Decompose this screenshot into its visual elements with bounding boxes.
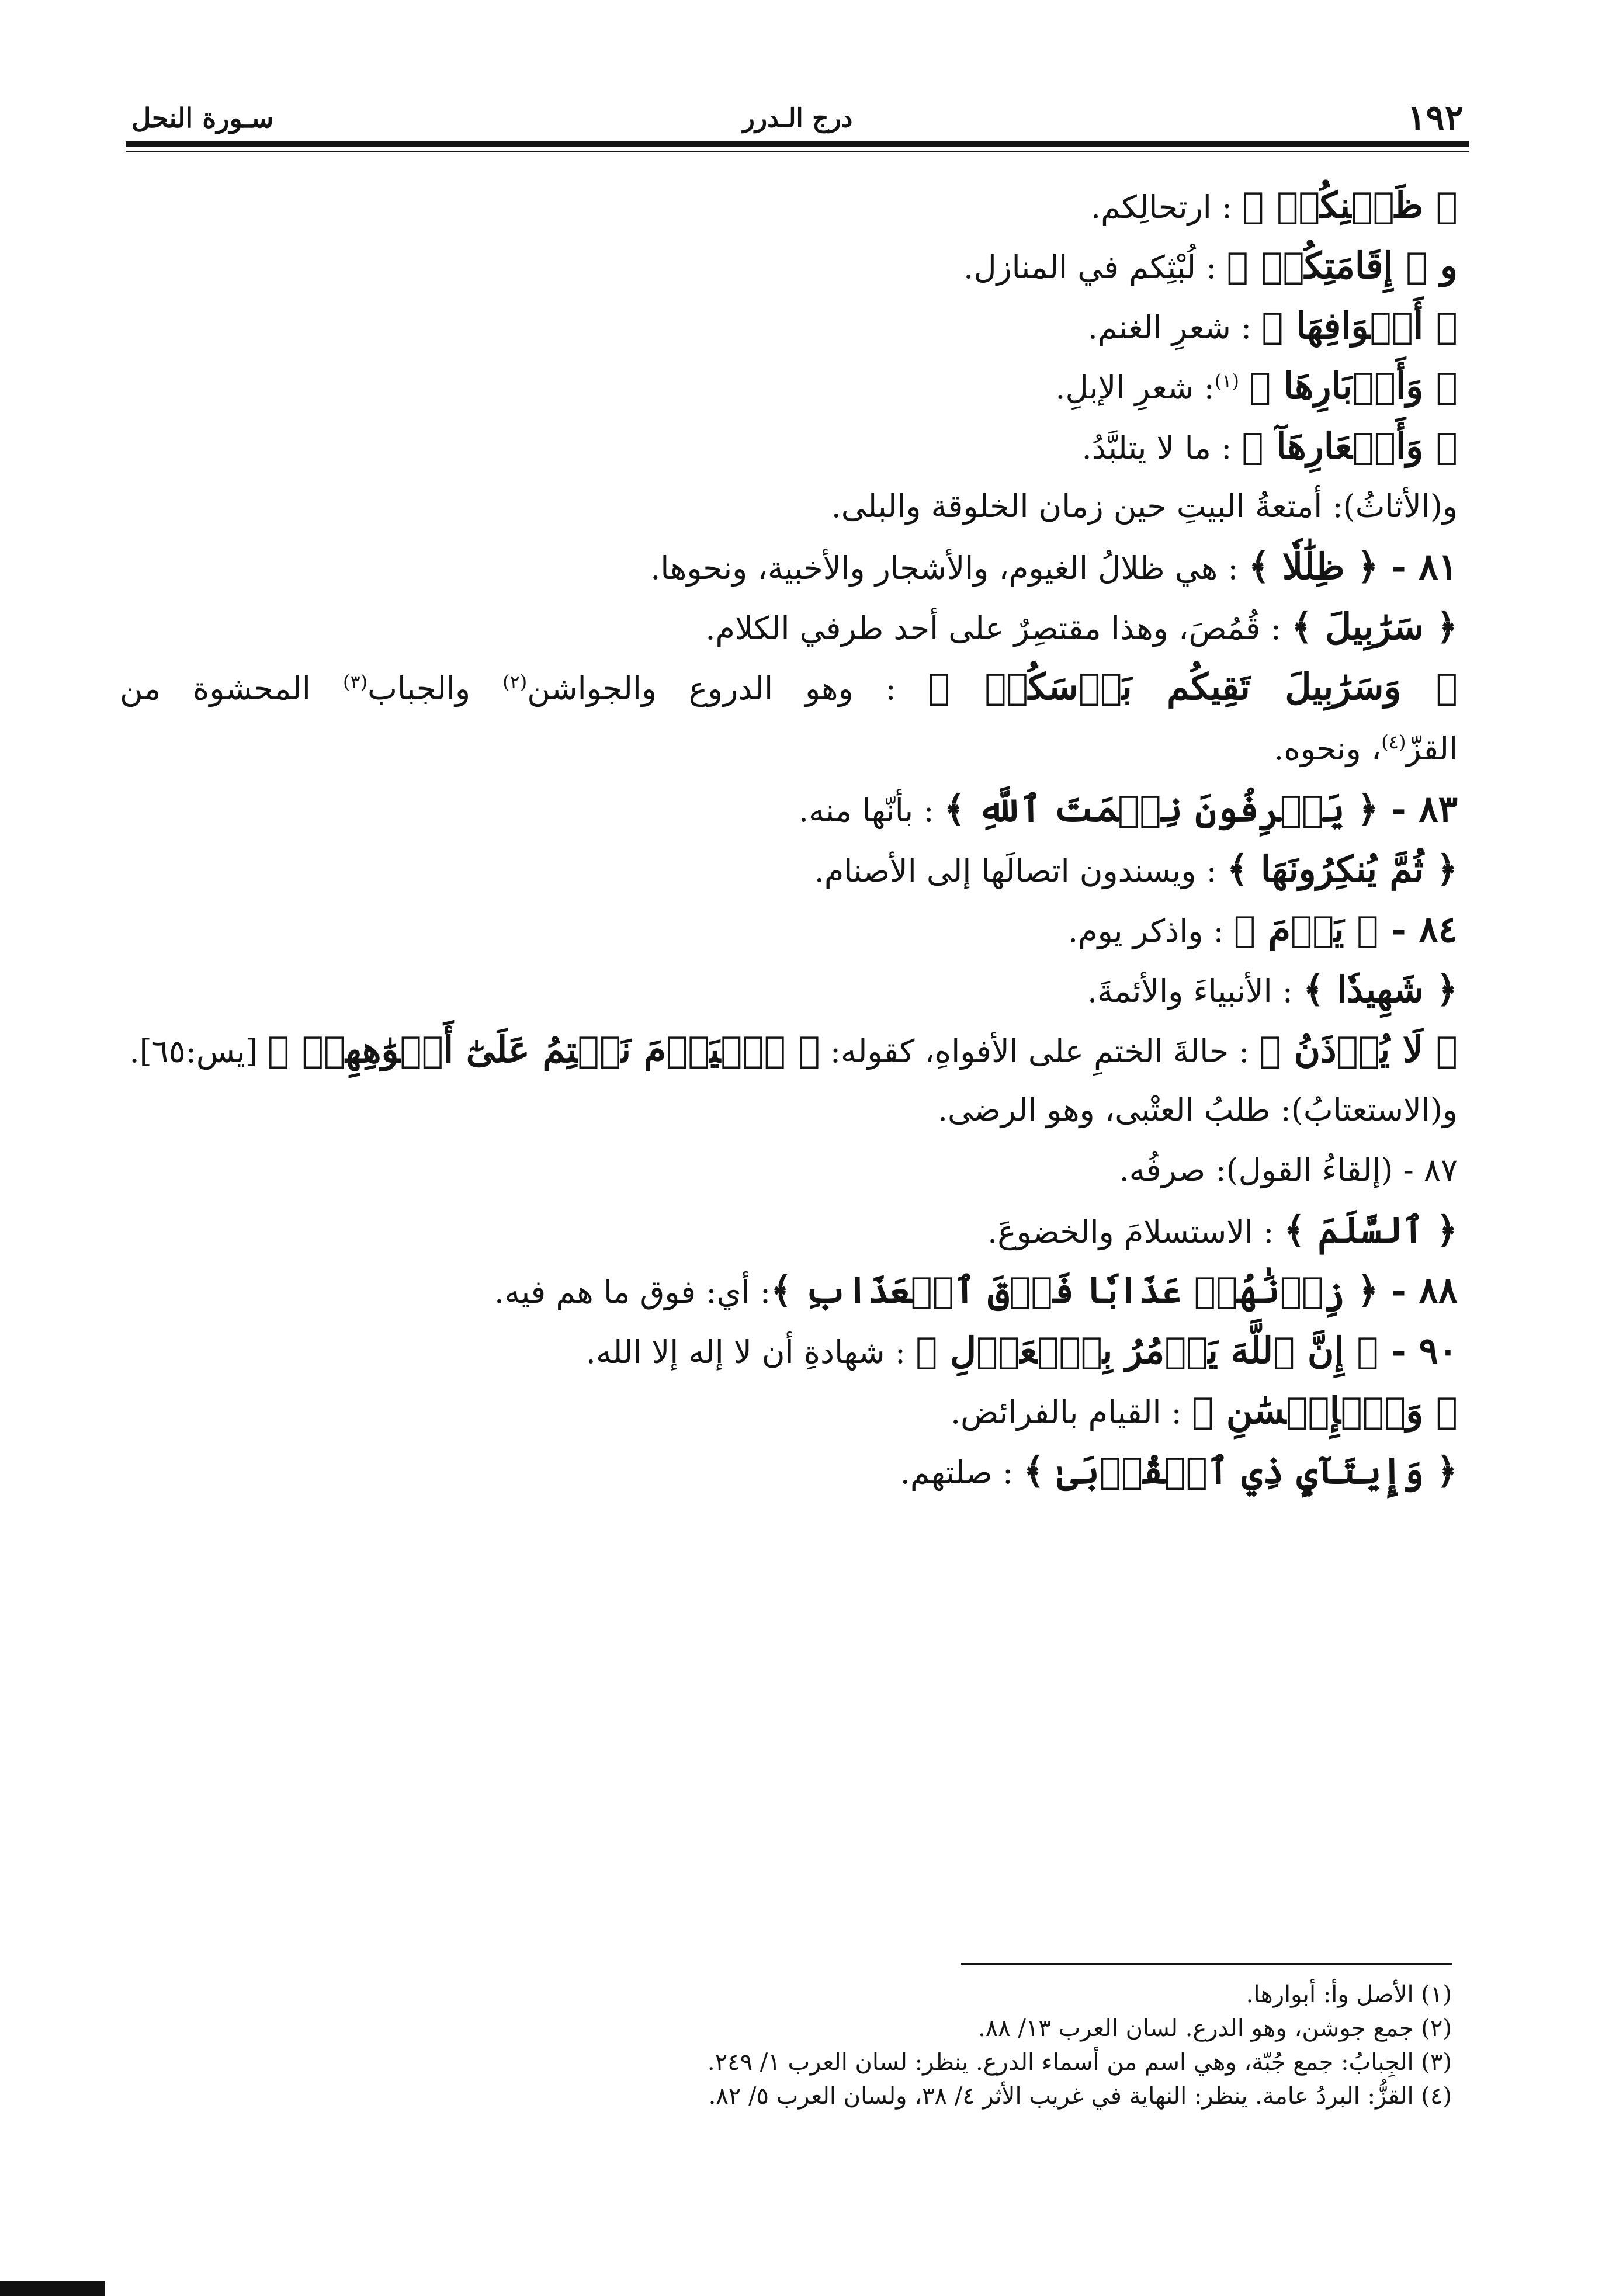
verse-reference: [يس:٦٥]. (129, 1033, 268, 1070)
gloss: : هي ظلالُ الغيوم، والأشجار والأخبية، ونحوها. (650, 550, 1249, 587)
quran-phrase: ﴿ شَهِيدٗا ﴾ (1303, 968, 1458, 1011)
text-line (120, 296, 1458, 356)
quran-phrase: ﴿ أَصۡوَافِهَا ﴾ (1261, 304, 1458, 347)
text-line (120, 1441, 1458, 1501)
text-line (120, 779, 1458, 839)
footnote: (١) الأصل وأ: أبوارها. (1246, 1981, 1452, 2008)
text-line (120, 839, 1458, 899)
quran-phrase: ﴿ وَإِيتَآيِٕ ذِي ٱلۡقُرۡبَىٰ ﴾ (1023, 1449, 1458, 1492)
text-line (120, 1260, 1458, 1320)
gloss: : وهو الدروع والجواشن (527, 670, 928, 707)
text-line (120, 416, 1458, 476)
gloss: ، ونحوه. (1274, 730, 1382, 767)
footnote: (٢) جمع جوشن، وهو الدرع. لسان العرب ١٣/ ٨٨. (978, 2015, 1452, 2042)
quran-phrase: ٩٠ - ﴿ إِنَّ ٱللَّهَ يَأۡمُرُ بِٱلۡعَدۡلِ ﴾ (916, 1329, 1458, 1372)
quran-phrase: ٨٤ - ﴿ يَوۡمَ ﴾ (1233, 908, 1458, 951)
scan-edge-mark (0, 2281, 105, 2296)
text-line (120, 596, 1458, 657)
text-line (120, 1080, 1458, 1140)
text-line (120, 959, 1458, 1019)
gloss: : شهادةِ أن لا إله إلا الله. (585, 1334, 916, 1371)
quran-phrase: ٨٨ - ﴿ زِدۡنَٰهُمۡ عَذَابٗا فَوۡقَ ٱلۡعَذَابِ ﴾ (771, 1269, 1458, 1312)
book-title: درج الـدرر (742, 103, 853, 133)
gloss: : قُمُصَ، وهذا مقتصِرٌ على أحد طرفي الكلام. (705, 610, 1292, 647)
surah-name: سـورة النحل (131, 102, 274, 134)
gloss: القزّ (1406, 730, 1458, 767)
footnote-ref: (٢) (502, 671, 528, 693)
quran-phrase: ﴿ وَسَرَٰبِيلَ تَقِيكُم بَأۡسَكُمۡ ﴾ (928, 665, 1458, 708)
footnote-separator (961, 1963, 1452, 1965)
gloss: : حالةَ الختمِ على الأفواهِ، كقوله: (820, 1033, 1260, 1070)
text-line (120, 1019, 1458, 1080)
quran-phrase: ﴿ ٱلسَّلَمَ ﴾ (1284, 1209, 1458, 1251)
header-rule-thick (126, 141, 1469, 147)
quran-phrase: ﴿ وَٱلۡإِحۡسَٰنِ ﴾ (1192, 1389, 1458, 1432)
footnote: (٣) الجِبابُ: جمع جُبّة، وهي اسم من أسماء الدرع. ينظر: لسان العرب ١/ ٢٤٩. (707, 2049, 1452, 2076)
text-line (120, 1140, 1458, 1200)
quran-phrase: ﴿ سَرَٰبِيلَ ﴾ (1291, 605, 1458, 648)
text-line (120, 175, 1458, 235)
gloss: : ارتحالِكم. (1090, 189, 1243, 226)
gloss: : لُبْثِكم في المنازل. (963, 249, 1227, 286)
page-number: ١٩٢ (1407, 98, 1464, 138)
gloss: : شعرِ الإبلِ. (1055, 369, 1215, 406)
quran-phrase: ﴿ لَا يُؤۡذَنُ ﴾ (1259, 1028, 1458, 1071)
gloss: و(الأثاثُ): أمتعةُ البيتِ حين زمان الخلوقة والبلى. (831, 488, 1458, 525)
quran-phrase: و ﴿ إِقَامَتِكُمۡ ﴾ (1226, 244, 1458, 287)
footnote-ref: (٣) (342, 671, 368, 693)
gloss: : شعرِ الغنم. (1087, 309, 1262, 346)
text-line (120, 476, 1458, 536)
gloss: المحشوة من (120, 670, 343, 707)
text-line (120, 719, 1458, 779)
gloss: والجباب (367, 670, 503, 707)
gloss: : بأنّها منه. (798, 792, 944, 829)
text-line (120, 657, 1458, 719)
gloss: و(الاستعتابُ): طلبُ العتْبى، وهو الرضى. (937, 1091, 1458, 1128)
quran-phrase: ﴿ وَأَشۡعَارِهَآ ﴾ (1242, 425, 1458, 467)
text-line (120, 1320, 1458, 1381)
text-line (120, 1381, 1458, 1441)
quran-phrase: ﴿ ظَعۡنِكُمۡ ﴾ (1242, 184, 1458, 227)
quran-phrase: ٨١ - ﴿ ظِلَٰلٗا ﴾ (1248, 545, 1458, 588)
gloss: : الاستسلامَ والخضوعَ. (987, 1213, 1284, 1250)
gloss: : القيام بالفرائض. (951, 1394, 1192, 1431)
gloss: ٨٧ - (إلقاءُ القول): صرفُه. (1119, 1152, 1458, 1188)
gloss: : واذكر يوم. (1068, 913, 1234, 949)
text-line (120, 536, 1458, 596)
text-line (120, 1200, 1458, 1260)
gloss: : ويسندون اتصالَها إلى الأصنام. (814, 852, 1227, 889)
footnote: (٤) القزُّ: البردُ عامة. ينظر: النهاية في غريب الأثر ٤/ ٣٨، ولسان العرب ٥/ ٨٢. (708, 2083, 1452, 2110)
footnote-ref: (١) (1214, 370, 1239, 392)
gloss: : ما لا يتلبَّدُ. (1081, 429, 1242, 466)
text-line (120, 235, 1458, 296)
quran-phrase: ﴿ وَأَوۡبَارِهَا ﴾ (1249, 365, 1458, 407)
footnotes (120, 1978, 1452, 2113)
gloss: : صلتهم. (900, 1454, 1024, 1491)
text-line (120, 356, 1458, 416)
commentary-body (120, 175, 1458, 1501)
running-header (126, 96, 1469, 140)
gloss: : أي: فوق ما هم فيه. (494, 1274, 771, 1310)
header-rule-thin (126, 151, 1469, 152)
quran-phrase: ﴿ ثُمَّ يُنكِرُونَهَا ﴾ (1226, 848, 1458, 890)
text-line (120, 899, 1458, 959)
footnote-ref: (٤) (1381, 731, 1406, 753)
gloss: : الأنبياءَ والأئمةَ. (1087, 973, 1303, 1010)
quran-quote: ﴿ ٱلۡيَوۡمَ نَخۡتِمُ عَلَىٰٓ أَفۡوَٰهِهِمۡ ﴾ (268, 1028, 820, 1071)
quran-phrase: ٨٣ - ﴿ يَعۡرِفُونَ نِعۡمَتَ ٱللَّهِ ﴾ (944, 788, 1458, 830)
